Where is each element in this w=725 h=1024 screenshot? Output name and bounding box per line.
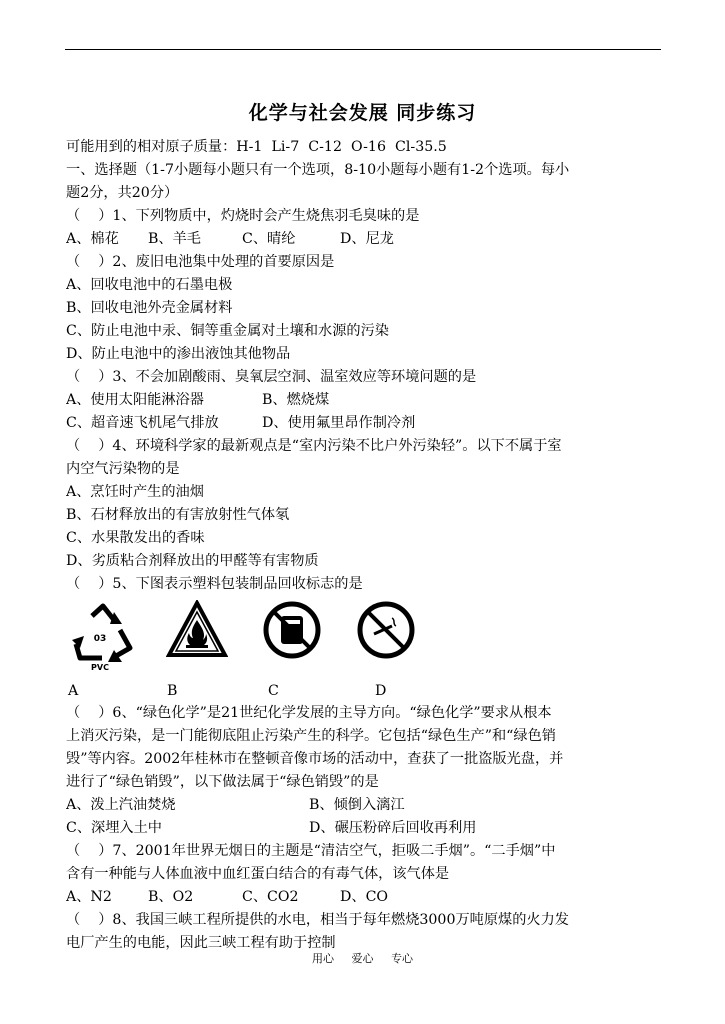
q1-option-a: A、棉花 xyxy=(66,231,119,247)
q4-option-a: A、烹饪时产生的油烟 xyxy=(66,484,204,500)
q6-option-c: C、深埋入土中 xyxy=(66,820,162,836)
no-smoking-sign-icon xyxy=(356,600,416,660)
question-1-options xyxy=(66,228,662,251)
question-3-options-cd xyxy=(66,412,662,435)
question-3-options-ab xyxy=(66,389,662,412)
q7-option-a: A、N2 xyxy=(66,889,112,905)
question-6-stem-line-1: （ ）6、“绿色化学”是21世纪化学发展的主导方向。“绿色化学”要求从根本 xyxy=(66,705,552,721)
question-2-stem: （ ）2、废旧电池集中处理的首要原因是 xyxy=(66,254,335,270)
recycle-number: 03 xyxy=(93,634,107,644)
question-6-stem-line-4: 进行了“绿色销毁”，以下做法属于“绿色销毁”的是 xyxy=(66,774,379,790)
q5-symbol-row xyxy=(66,596,662,680)
q1-option-d: D、尼龙 xyxy=(340,231,394,247)
atomic-mass-note: 可能用到的相对原子质量：H-1 Li-7 C-12 O-16 Cl-35.5 xyxy=(66,139,447,155)
page-title: 化学与社会发展 同步练习 xyxy=(248,102,477,124)
flammable-warning-icon xyxy=(166,600,228,658)
question-3-stem: （ ）3、不会加剧酸雨、臭氧层空洞、温室效应等环境问题的是 xyxy=(66,369,477,385)
question-7-options xyxy=(66,886,662,909)
section-heading-line-2: 题2分，共20分） xyxy=(66,185,179,201)
q5-label-c: C xyxy=(268,683,279,699)
question-7-stem-line-1: （ ）7、2001年世界无烟日的主题是“清洁空气，拒吸二手烟”。“二手烟”中 xyxy=(66,843,556,859)
q6-option-d: D、碾压粉碎后回收再利用 xyxy=(309,820,477,836)
question-4-stem-line-1: （ ）4、环境科学家的最新观点是“室内污染不比户外污染轻”。以下不属于室 xyxy=(66,438,562,454)
question-8-stem-line-1: （ ）8、我国三峡工程所提供的水电，相当于每年燃烧3000万吨原煤的火力发 xyxy=(66,912,569,928)
question-4-stem-line-2: 内空气污染物的是 xyxy=(66,461,180,477)
question-7-stem-line-2: 含有一种能与人体血液中血红蛋白结合的有毒气体，该气体是 xyxy=(66,866,450,882)
worksheet-body xyxy=(66,136,662,955)
q5-label-d: D xyxy=(375,683,387,699)
q4-option-c: C、水果散发出的香味 xyxy=(66,530,205,546)
q2-option-c: C、防止电池中汞、铜等重金属对土壤和水源的污染 xyxy=(66,323,389,339)
q7-option-d: D、CO xyxy=(340,889,389,905)
q4-option-b: B、石材释放出的有害放射性气体氡 xyxy=(66,507,290,523)
q3-option-d: D、使用氟里昂作制冷剂 xyxy=(262,415,416,431)
q5-label-a: A xyxy=(68,683,79,699)
recycle-code: PVC xyxy=(91,663,109,670)
q1-option-b: B、羊毛 xyxy=(148,231,201,247)
section-heading-line-1: 一、选择题（1-7小题每小题只有一个选项，8-10小题每小题有1-2个选项。每小 xyxy=(66,162,570,178)
q3-option-c: C、超音速飞机尾气排放 xyxy=(66,415,219,431)
q4-option-d: D、劣质粘合剂释放出的甲醛等有害物质 xyxy=(66,553,319,569)
q3-option-b: B、燃烧煤 xyxy=(262,392,330,408)
question-1-stem: （ ）1、下列物质中，灼烧时会产生烧焦羽毛臭味的是 xyxy=(66,208,420,224)
q6-option-b: B、倾倒入漓江 xyxy=(309,797,405,813)
question-6-options-cd xyxy=(66,817,662,840)
no-dumping-bin-icon xyxy=(262,600,322,660)
question-6-stem-line-3: 毁”等内容。2002年桂林市在整顿音像市场的活动中，查获了一批盗版光盘，并 xyxy=(66,751,564,767)
recycling-symbol-icon xyxy=(70,600,136,670)
q3-option-a: A、使用太阳能淋浴器 xyxy=(66,392,204,408)
q1-option-c: C、晴纶 xyxy=(242,231,296,247)
q5-option-labels xyxy=(66,680,662,702)
q6-option-a: A、泼上汽油焚烧 xyxy=(66,797,176,813)
question-6-stem-line-2: 上消灭污染，是一门能彻底阻止污染产生的科学。它包括“绿色生产”和“绿色销 xyxy=(66,728,556,744)
q7-option-c: C、CO2 xyxy=(242,889,299,905)
question-6-options-ab xyxy=(66,794,662,817)
q5-label-b: B xyxy=(167,683,178,699)
q7-option-b: B、O2 xyxy=(148,889,194,905)
q2-option-a: A、回收电池中的石墨电极 xyxy=(66,277,233,293)
question-8-stem-line-2: 电厂产生的电能，因此三峡工程有助于控制 xyxy=(66,935,336,951)
q2-option-d: D、防止电池中的渗出液蚀其他物品 xyxy=(66,346,291,362)
q2-option-b: B、回收电池外壳金属材料 xyxy=(66,300,233,316)
header-rule xyxy=(65,49,661,50)
question-5-stem: （ ）5、下图表示塑料包装制品回收标志的是 xyxy=(66,576,363,592)
page-footer: 用心 爱心 专心 xyxy=(312,952,413,965)
